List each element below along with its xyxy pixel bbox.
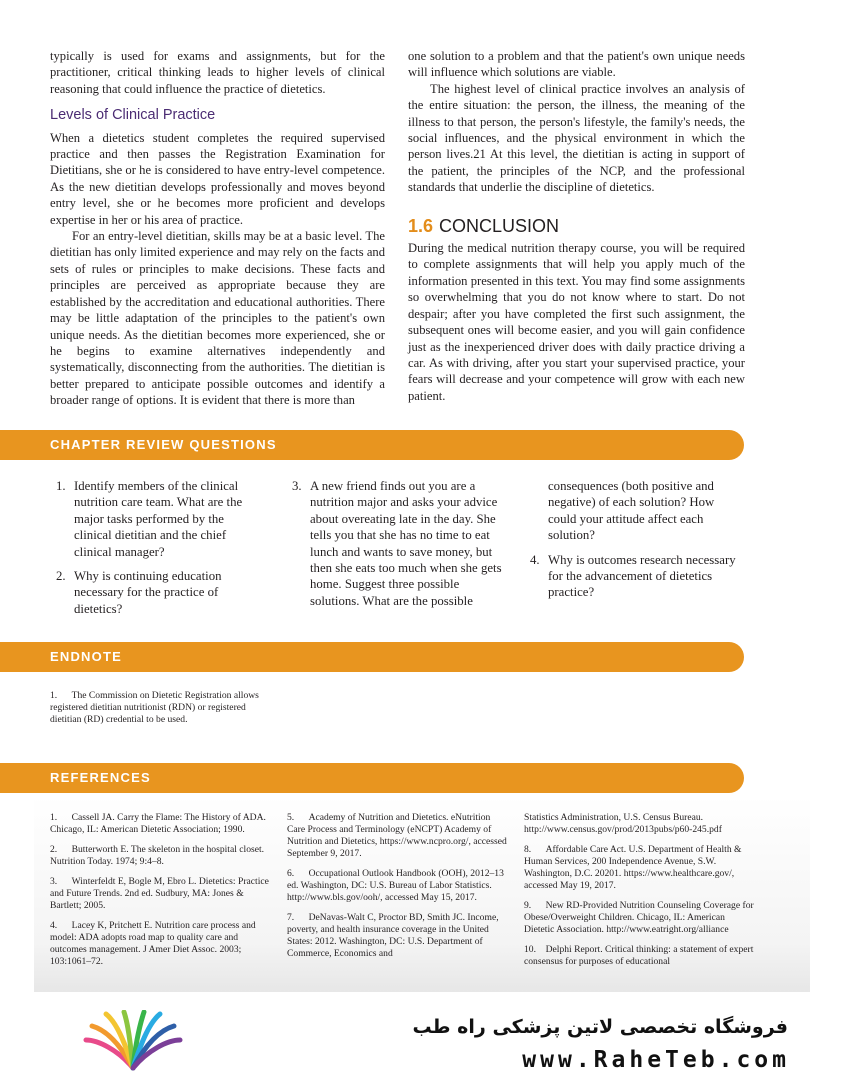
reference-item: 5. Academy of Nutrition and Dietetics. eNutrition Care Process and Terminology (eNCPT) Academy of Nutrition and Dietetics, https://www.ncpro.org/, accessed September 9, 2017. bbox=[287, 812, 507, 859]
chapter-review-heading: CHAPTER REVIEW QUESTIONS bbox=[50, 437, 277, 452]
questions-col-2 bbox=[292, 478, 504, 617]
reference-item: 6. Occupational Outlook Handbook (OOH), 2012–13 ed. Washington, DC: U.S. Bureau of Labor Statistics. http://www.bls.gov/ooh/, accessed May 15, 2017. bbox=[287, 868, 504, 903]
endnote-banner bbox=[0, 642, 744, 672]
paragraph-highest-level: The highest level of clinical practice involves an analysis of the entire situation: the person, the illness, the meaning of the illness to that person, the person's lifestyle, the family's needs, the social influences, and the physical environment in which the person lives.21 At this level, the dietitian is acting in support of the patient, the principles of the NCP, and the professional standards that underlie the discipline of dietetics. bbox=[408, 81, 745, 195]
question-item: 2. Why is continuing education necessary for the practice of dietetics? bbox=[56, 569, 222, 616]
section-number: 1.6 bbox=[408, 215, 434, 236]
subheading-levels: Levels of Clinical Practice bbox=[50, 107, 216, 124]
reference-item: Statistics Administration, U.S. Census Bureau. http://www.census.gov/prod/2013pubs/p60-245.pdf bbox=[524, 812, 722, 835]
reference-item: 9. New RD-Provided Nutrition Counseling Coverage for Obese/Overweight Children. Chicago, IL: American Dietetic Association. http://www.eatright.org/alliance bbox=[524, 900, 754, 935]
store-url: www.RaheTeb.com bbox=[522, 1047, 790, 1073]
endnote-item bbox=[50, 690, 270, 726]
reference-item: 2. Butterworth E. The skeleton in the hospital closet. Nutrition Today. 1974; 9:4–8. bbox=[50, 844, 265, 867]
question-item: 1. Identify members of the clinical nutrition care team. What are the major tasks performed by the clinical dietitian and the chief clinical manager? bbox=[56, 479, 243, 559]
store-name: فروشگاه تخصصی لاتین پزشکی راه طب bbox=[412, 1016, 788, 1038]
endnote-heading: ENDNOTE bbox=[50, 649, 122, 664]
reference-item: 10. Delphi Report. Critical thinking: a statement of expert consensus for purposes of educational bbox=[524, 944, 754, 967]
left-text-column bbox=[50, 48, 385, 409]
reference-item: 8. Affordable Care Act. U.S. Department of Health & Human Services, 200 Independence Avenue, S.W. Washington, D.C. 20201. https://www.healthcare.gov/, accessed May 19, 2017. bbox=[524, 844, 742, 891]
paragraph-basic-level: For an entry-level dietitian, skills may be at a basic level. The dietitian has only limited experience and may rely on the facts and sets of rules or principles to make decisions. These facts and principles are perceived as appropriate because they are established by the accreditation and educational authorities. There may be little adaptation of the principles to the patient's own unique needs. As the dietitian becomes more experienced, she or he begins to examine alternatives independently and systematically, disconnecting from the authorities. The dietitian is better prepared to anticipate possible outcomes and identify a broader range of options. It is evident that there is more than bbox=[50, 229, 385, 408]
paragraph-conclusion: During the medical nutrition therapy course, you will be required to complete assignments that will help you apply much of the information presented in this text. You may find some assignments so overwhelming that you do not know where to start. Do not despair; after you have completed the first such assignment, the subsequent ones will become easier, and you will gain confidence just as the inexperienced driver does with daily practice driving a car. As with driving, after you start your supervised practice, your fears will decrease and your competence will grow with each new patient. bbox=[408, 241, 745, 403]
reference-item: 3. Winterfeldt E, Bogle M, Ebro L. Dietetics: Practice and Future Trends. 2nd ed. Sudbury, MA: Jones & Bartlett; 2005. bbox=[50, 876, 269, 911]
references-col-1 bbox=[50, 812, 270, 976]
intro-paragraph: typically is used for exams and assignments, but for the practitioner, critical thinking leads to higher levels of clinical reasoning that could influence the practice of dietetics. bbox=[50, 49, 385, 96]
question-item: 4. Why is outcomes research necessary for the advancement of dietetics practice? bbox=[530, 552, 736, 600]
questions-col-3 bbox=[530, 478, 742, 609]
reference-item: 1. Cassell JA. Carry the Flame: The History of ADA. Chicago, IL: American Dietetic Association; 1990. bbox=[50, 812, 266, 835]
chapter-review-banner bbox=[0, 430, 744, 460]
questions-col-1 bbox=[56, 478, 264, 625]
section-title: CONCLUSION bbox=[439, 215, 560, 236]
reference-item: 7. DeNavas-Walt C, Proctor BD, Smith JC. Income, poverty, and health insurance coverage in the United States: 2012. Washington, DC: U.S. Department of Commerce, Economics and bbox=[287, 912, 499, 959]
references-heading: REFERENCES bbox=[50, 770, 151, 785]
endnote-number: 1. bbox=[50, 690, 58, 701]
right-text-column bbox=[408, 48, 745, 404]
question-item: 3. A new friend finds out you are a nutrition major and asks your advice about overeating late in the day. She tells you that she has no time to eat lunch and wants to save money, but then she eats too much when she gets home. Suggest three possible solutions. What are the possible bbox=[292, 479, 502, 608]
question-item-continued: consequences (both positive and negative) of each solution? How could your attitude affect each solution? bbox=[548, 479, 715, 543]
endnote-text: The Commission on Dietetic Registration allows registered dietitian nutritionist (RDN) or registered dietitian (RD) credential to be used. bbox=[50, 690, 259, 725]
references-banner bbox=[0, 763, 744, 793]
book-logo-icon bbox=[78, 1010, 188, 1074]
paragraph-entry-level: When a dietetics student completes the required supervised practice and then passes the Registration Examination for Dietitians, she or he is considered to have entry-level competence. As the new dietitian develops professionally and moves beyond entry level, she or he becomes more proficient and develops expertise in her or his area of practice. bbox=[50, 130, 385, 227]
paragraph-solutions: one solution to a problem and that the patient's own unique needs will influence which solutions are viable. bbox=[408, 49, 745, 80]
references-col-2 bbox=[287, 812, 507, 968]
references-col-3 bbox=[524, 812, 754, 976]
reference-item: 4. Lacey K, Pritchett E. Nutrition care process and model: ADA adopts road map to quality care and outcomes management. J Amer Diet Assoc. 2003; 103:1061–72. bbox=[50, 920, 256, 967]
section-heading-conclusion bbox=[408, 215, 745, 236]
